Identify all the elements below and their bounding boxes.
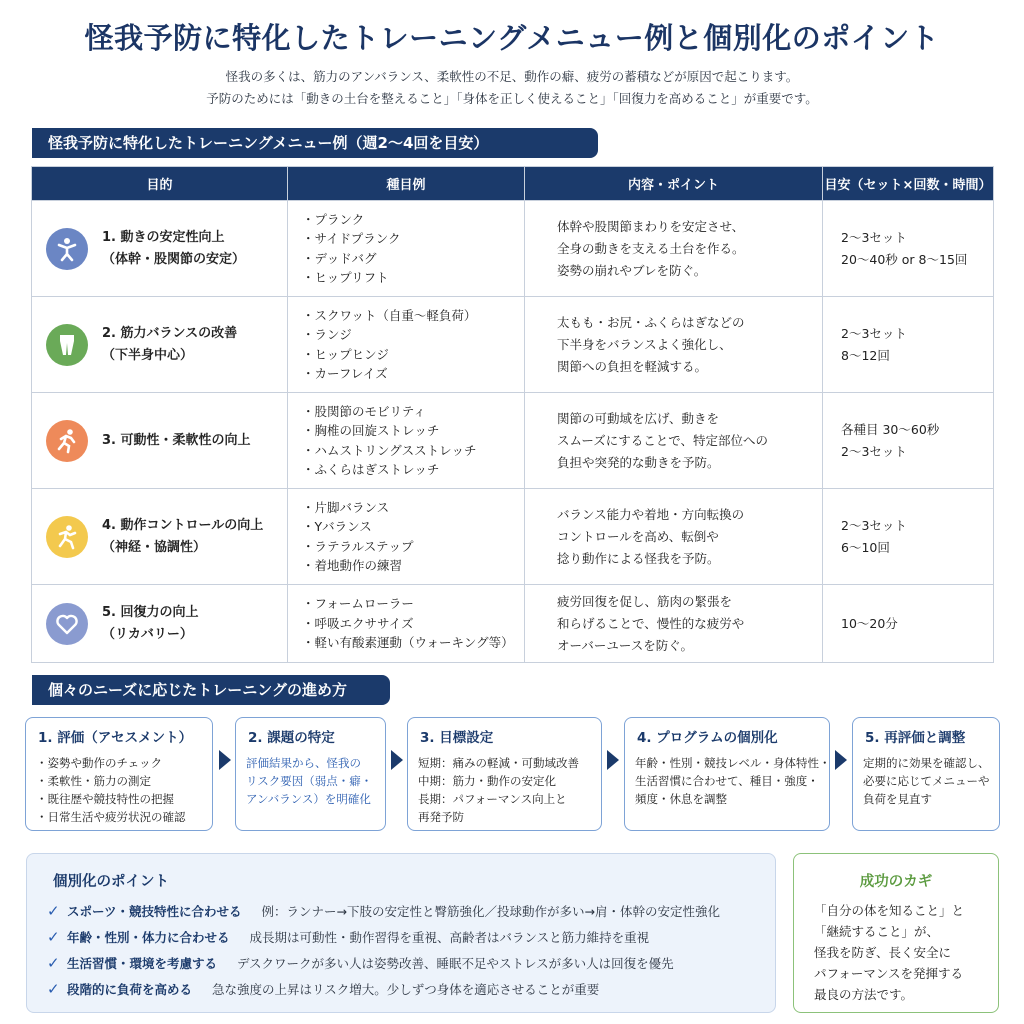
point-desc: 例：ランナー→下肢の安定性と臀筋強化／投球動作が多い→肩・体幹の安定性強化 <box>261 904 720 919</box>
step-title: 2. 課題の特定 <box>248 730 335 746</box>
point-item <box>47 954 674 972</box>
exercise-item: ・スクワット（自重〜軽負荷） <box>302 307 477 323</box>
exercise-cell <box>288 585 525 663</box>
exercise-item: ・フォームローラー <box>302 596 414 612</box>
key-line: 「継続すること」が、 <box>814 924 940 939</box>
target-cell <box>823 393 994 489</box>
training-menu-table <box>31 166 994 663</box>
target-cell <box>823 201 994 297</box>
content-cell <box>525 297 823 393</box>
purpose-text: 4. 動作コントロールの向上 <box>102 517 264 533</box>
exercise-item: ・ふくらはぎストレッチ <box>302 462 440 477</box>
arrow-right-icon <box>391 750 403 770</box>
column-header: 目的 <box>32 167 288 201</box>
purpose-cell <box>32 297 288 393</box>
point-label: 年齢・性別・体力に合わせる <box>67 930 230 945</box>
purpose-cell <box>32 585 288 663</box>
target-cell <box>823 489 994 585</box>
purpose-text: （下半身中心） <box>102 347 194 363</box>
content-cell <box>525 201 823 297</box>
exercise-cell <box>288 393 525 489</box>
point-label: 段階的に負荷を高める <box>67 982 193 997</box>
step-line: 定期的に効果を確認し、 <box>863 756 990 770</box>
step-title: 3. 目標設定 <box>420 730 494 746</box>
step-line: 長期：パフォーマンス向上と <box>418 792 567 806</box>
step-line: ・既往歴や競技特性の把握 <box>36 792 174 806</box>
purpose-text: 5. 回復力の向上 <box>102 604 199 620</box>
table-row <box>32 585 994 663</box>
content-line: オーバーユースを防ぐ。 <box>557 637 694 653</box>
exercise-cell <box>288 489 525 585</box>
exercise-item: ・ハムストリングスストレッチ <box>302 442 477 458</box>
process-step-review <box>852 717 1000 831</box>
intro-text <box>0 66 1024 110</box>
purpose-cell <box>32 489 288 585</box>
purpose-text: （体幹・股関節の安定） <box>102 251 246 267</box>
step-title: 5. 再評価と調整 <box>865 730 966 746</box>
key-line: 怪我を防ぎ、長く安全に <box>814 945 952 960</box>
exercise-item: ・カーフレイズ <box>302 366 388 381</box>
check-icon: ✓ <box>47 902 60 920</box>
target-line: 8〜12回 <box>841 347 890 363</box>
step-line: ・柔軟性・筋力の測定 <box>36 774 151 788</box>
content-line: スムーズにすることで、特定部位への <box>557 432 769 448</box>
exercise-cell <box>288 297 525 393</box>
target-cell <box>823 585 994 663</box>
content-line: 全身の動きを支える土台を作る。 <box>557 240 745 256</box>
legs-icon <box>46 324 88 366</box>
section-heading-menu: 怪我予防に特化したトレーニングメニュー例（週2〜4回を目安） <box>32 128 598 158</box>
key-line: パフォーマンスを発揮する <box>814 966 964 981</box>
exercise-item: ・股関節のモビリティ <box>302 403 426 419</box>
step-line: ・姿勢や動作のチェック <box>36 756 163 770</box>
content-line: 負担や突発的な動きを予防。 <box>557 454 720 470</box>
content-line: コントロールを高め、転倒や <box>557 528 719 544</box>
step-line: 短期：痛みの軽減・可動域改善 <box>418 756 579 770</box>
process-step-goal <box>407 717 602 831</box>
section-heading-process: 個々のニーズに応じたトレーニングの進め方 <box>32 675 390 705</box>
content-line: 太もも・お尻・ふくらはぎなどの <box>557 314 745 330</box>
exercise-item: ・ラテラルステップ <box>302 538 414 554</box>
step-line: 負荷を見直す <box>863 792 932 806</box>
exercise-item: ・呼吸エクササイズ <box>302 615 414 631</box>
target-line: 2〜3セット <box>841 325 907 341</box>
table-row <box>32 297 994 393</box>
point-item <box>47 928 649 946</box>
target-line: 20〜40秒 or 8〜15回 <box>841 251 968 267</box>
key-line: 最良の方法です。 <box>814 987 914 1002</box>
check-icon: ✓ <box>47 954 60 972</box>
page-title: 怪我予防に特化したトレーニングメニュー例と個別化のポイント <box>84 21 940 55</box>
content-cell <box>525 393 823 489</box>
purpose-text: （神経・協調性） <box>102 539 207 555</box>
point-desc: 成長期は可動性・動作習得を重視、高齢者はバランスと筋力維持を重視 <box>249 930 650 945</box>
point-label: 生活習慣・環境を考慮する <box>67 956 218 971</box>
step-line: 生活習慣に合わせて、種目・強度・ <box>635 774 819 788</box>
table-row <box>32 393 994 489</box>
step-line: 再発予防 <box>418 810 464 824</box>
content-line: バランス能力や着地・方向転換の <box>557 506 745 522</box>
content-line: 体幹や股関節まわりを安定させ、 <box>557 218 745 234</box>
core-stability-icon <box>46 228 88 270</box>
step-line: 必要に応じてメニューや <box>863 774 990 788</box>
check-icon: ✓ <box>47 928 60 946</box>
intro-line: 予防のためには「動きの土台を整えること」「身体を正しく使えること」「回復力を高めること」が重要です。 <box>206 91 818 106</box>
target-line: 2〜3セット <box>841 443 907 459</box>
success-key-box <box>793 853 999 1013</box>
purpose-cell <box>32 201 288 297</box>
column-header: 種目例 <box>288 167 525 201</box>
content-cell <box>525 585 823 663</box>
table-row <box>32 489 994 585</box>
exercise-item: ・ヒップリフト <box>302 270 389 285</box>
column-header: 目安（セット×回数・時間） <box>823 167 994 201</box>
point-item <box>47 980 599 998</box>
point-item <box>47 902 720 920</box>
content-line: 下半身をバランスよく強化し、 <box>557 336 732 352</box>
key-line: 「自分の体を知ること」と <box>814 903 965 918</box>
step-line: リスク要因（弱点・癖・ <box>246 774 373 788</box>
purpose-text: 3. 可動性・柔軟性の向上 <box>102 432 251 448</box>
point-desc: 急な強度の上昇はリスク増大。少しずつ身体を適応させることが重要 <box>212 982 600 997</box>
content-line: 捻り動作による怪我を予防。 <box>557 550 720 566</box>
process-step-program <box>624 717 830 831</box>
target-line: 2〜3セット <box>841 229 907 245</box>
column-header: 内容・ポイント <box>525 167 823 201</box>
step-title: 1. 評価（アセスメント） <box>38 730 193 746</box>
key-heading: 成功のカギ <box>859 874 933 890</box>
content-line: 関節の可動域を広げ、動きを <box>557 410 720 426</box>
process-step-assessment <box>25 717 213 831</box>
exercise-item: ・デッドバグ <box>302 250 377 266</box>
exercise-item: ・ランジ <box>302 327 352 342</box>
exercise-item: ・胸椎の回旋ストレッチ <box>302 423 440 438</box>
target-line: 10〜20分 <box>841 615 898 631</box>
personalization-points <box>26 853 776 1013</box>
step-title: 4. プログラムの個別化 <box>637 730 778 746</box>
running-icon <box>46 420 88 462</box>
target-line: 6〜10回 <box>841 539 890 555</box>
content-line: 関節への負担を軽減する。 <box>557 358 708 374</box>
content-cell <box>525 489 823 585</box>
purpose-text: 1. 動きの安定性向上 <box>102 229 225 245</box>
exercise-item: ・着地動作の練習 <box>302 558 403 573</box>
content-line: 和らげることで、慢性的な疲労や <box>557 615 745 631</box>
arrow-right-icon <box>219 750 231 770</box>
purpose-cell <box>32 393 288 489</box>
purpose-text: （リカバリー） <box>102 626 193 642</box>
step-line: 中期：筋力・動作の安定化 <box>418 774 556 788</box>
table-row <box>32 201 994 297</box>
content-line: 疲労回復を促し、筋肉の緊張を <box>557 593 733 609</box>
exercise-item: ・Yバランス <box>302 519 372 534</box>
exercise-item: ・サイドプランク <box>302 231 401 246</box>
exercise-item: ・ヒップヒンジ <box>302 346 389 362</box>
points-heading: 個別化のポイント <box>53 874 169 890</box>
exercise-item: ・軽い有酸素運動（ウォーキング等） <box>302 635 514 651</box>
purpose-text: 2. 筋力バランスの改善 <box>102 325 238 341</box>
target-cell <box>823 297 994 393</box>
target-line: 各種目 30〜60秒 <box>841 421 940 437</box>
check-icon: ✓ <box>47 980 60 998</box>
content-line: 姿勢の崩れやブレを防ぐ。 <box>557 262 707 278</box>
point-label: スポーツ・競技特性に合わせる <box>67 904 242 919</box>
table-header-row <box>32 167 994 201</box>
target-line: 2〜3セット <box>841 517 907 533</box>
step-line: 評価結果から、怪我の <box>246 756 361 770</box>
arrow-right-icon <box>607 750 619 770</box>
step-line: アンバランス）を明確化 <box>246 792 371 806</box>
agility-icon <box>46 516 88 558</box>
arrow-right-icon <box>835 750 847 770</box>
exercise-item: ・プランク <box>302 211 365 227</box>
heart-icon <box>46 603 88 645</box>
point-desc: デスクワークが多い人は姿勢改善、睡眠不足やストレスが多い人は回復を優先 <box>237 956 674 971</box>
step-line: 年齢・性別・競技レベル・身体特性・ <box>635 756 831 770</box>
process-step-identify <box>235 717 386 831</box>
exercise-item: ・片脚バランス <box>302 499 390 515</box>
exercise-cell <box>288 201 525 297</box>
step-line: ・日常生活や疲労状況の確認 <box>36 810 186 824</box>
step-line: 頻度・休息を調整 <box>635 792 727 806</box>
intro-line: 怪我の多くは、筋力のアンバランス、柔軟性の不足、動作の癖、疲労の蓄積などが原因で起こります。 <box>225 69 799 84</box>
